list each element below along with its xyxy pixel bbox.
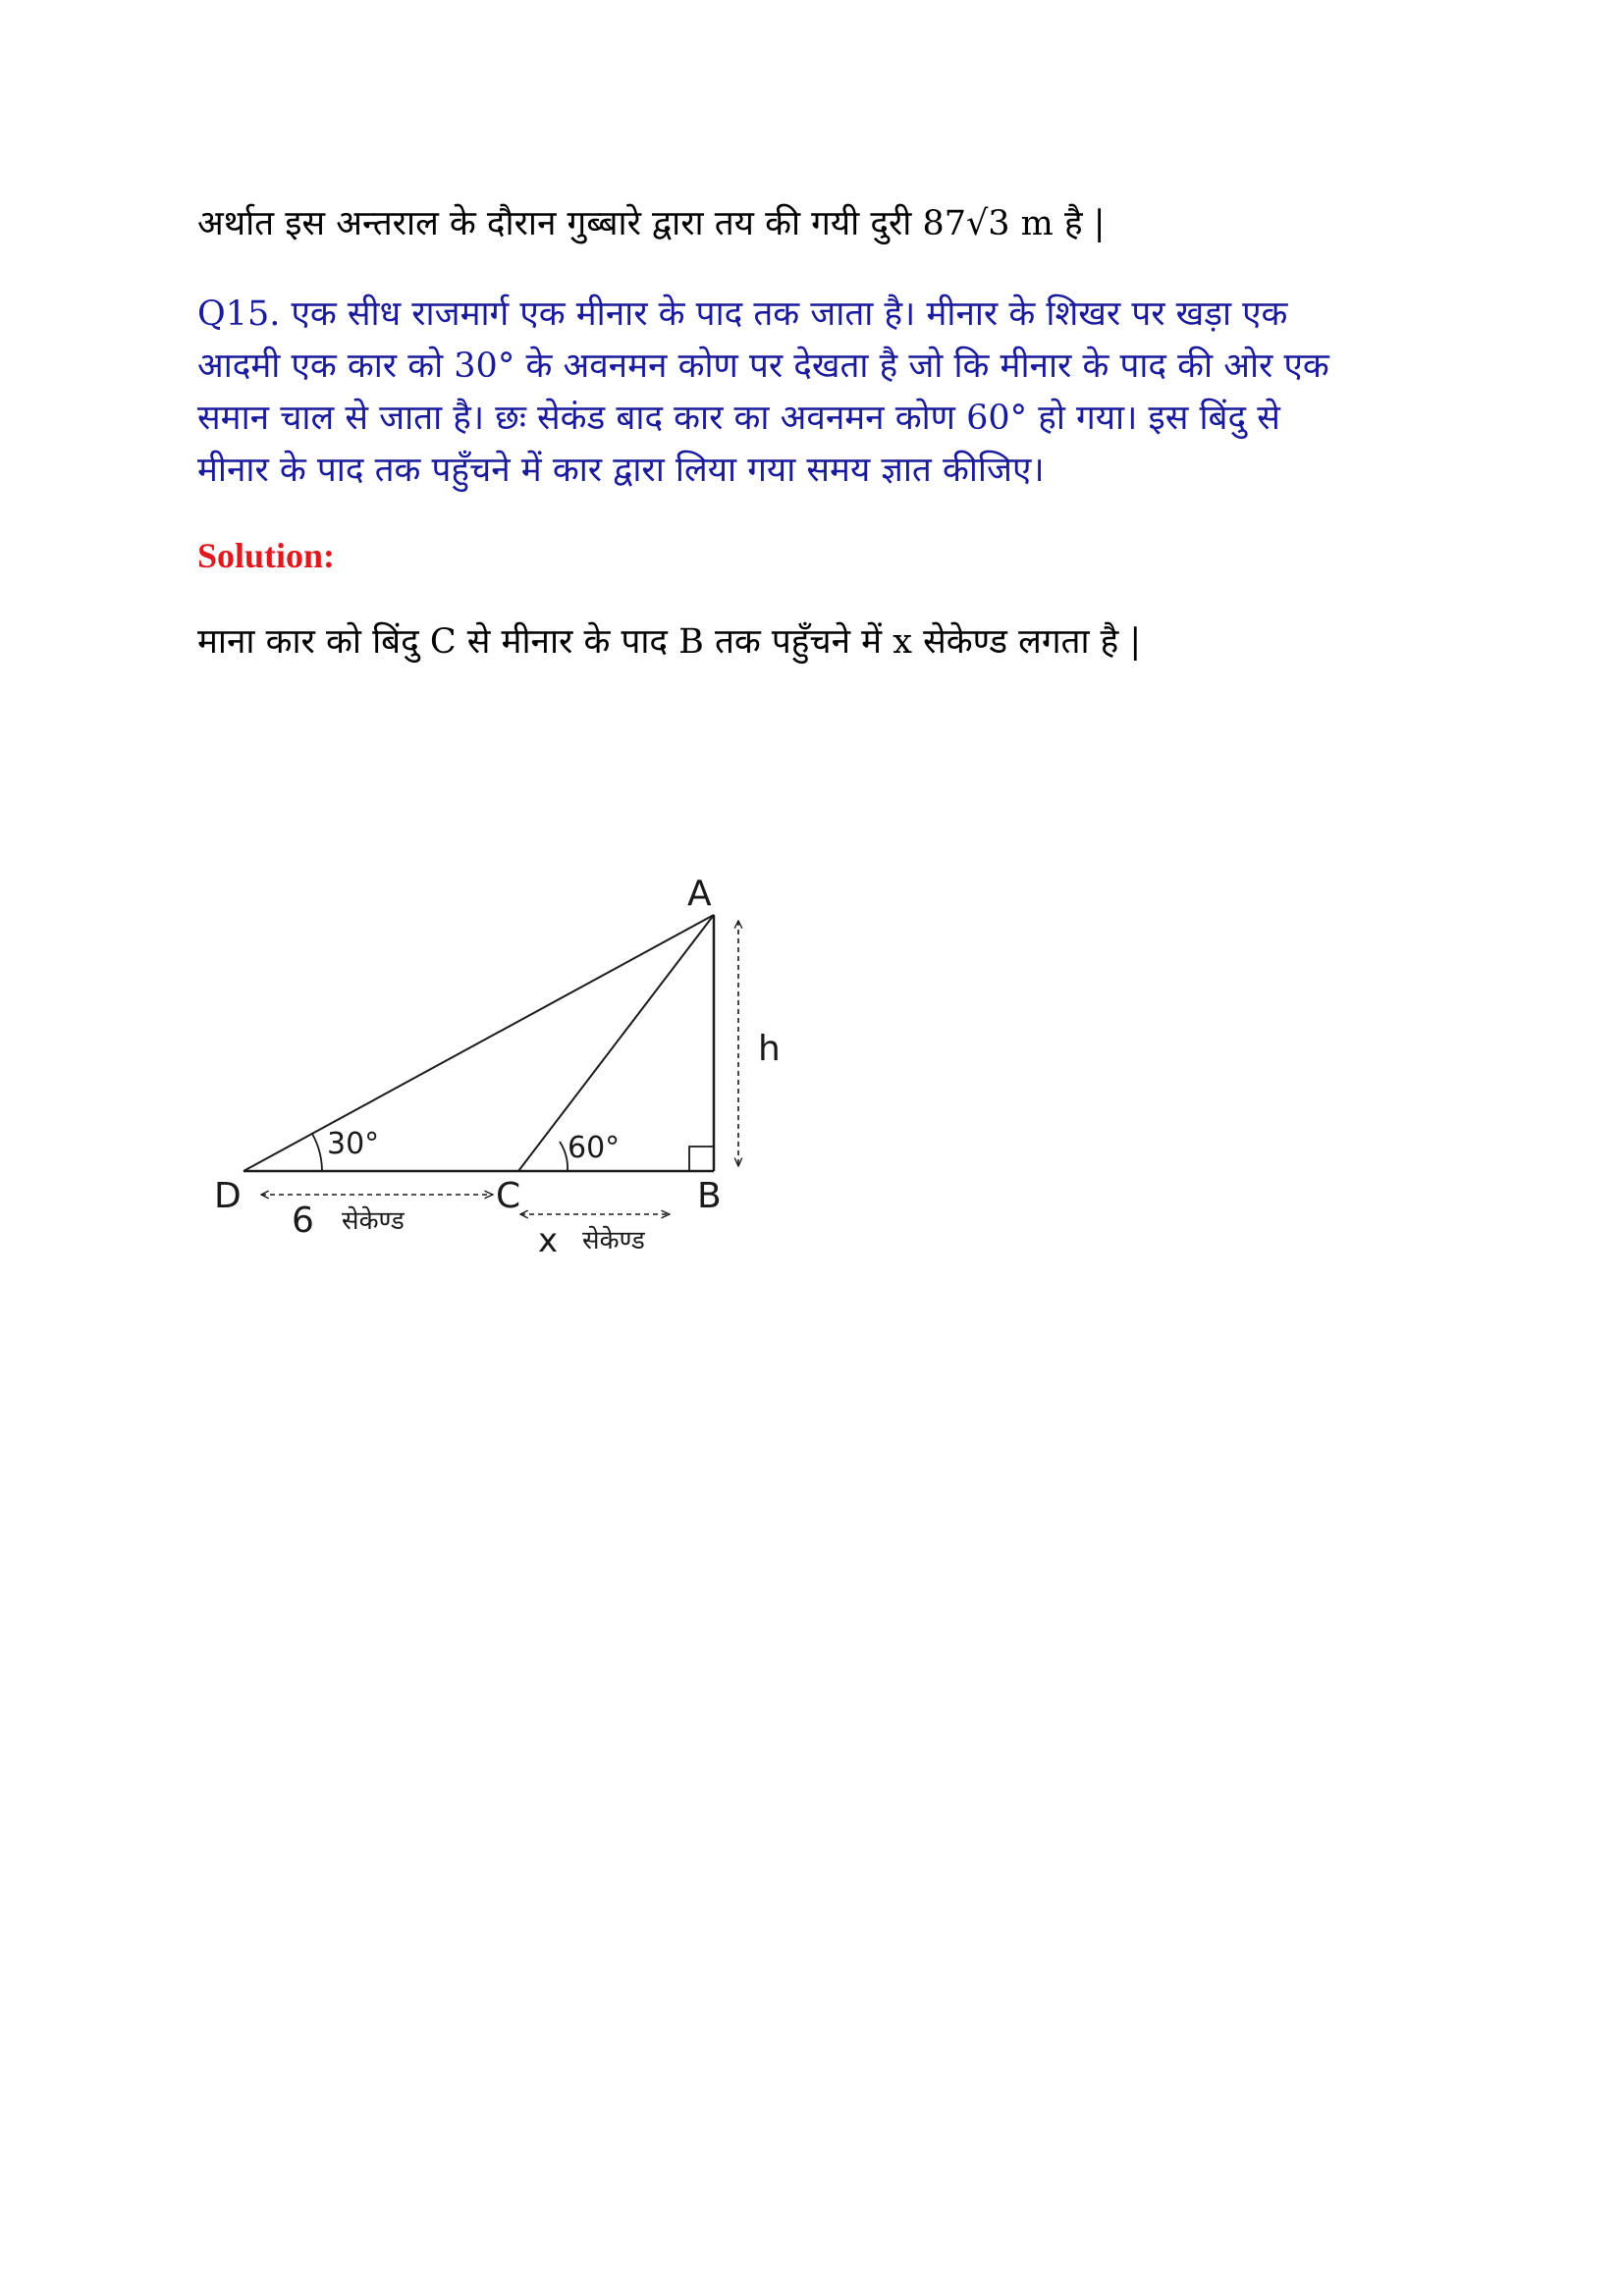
solution-assumption-line: माना कार को बिंदु C से मीनार के पाद B तक पहुँचने में x सेकेण्ड लगता है |	[197, 622, 1142, 662]
question-q15	[197, 289, 1444, 497]
triangle-figure	[196, 864, 825, 1276]
question-line-2: आदमी एक कार को 30° के अवनमन कोण पर देखता है जो कि मीनार के पाद की ओर एक	[197, 347, 1329, 386]
right-angle-marker	[689, 1147, 714, 1171]
angle-arc-d	[312, 1134, 322, 1171]
point-c-label: C	[496, 1176, 521, 1216]
height-label: h	[758, 1029, 781, 1069]
angle-c-label: 60°	[568, 1131, 621, 1165]
question-line-1: Q15. एक सीध राजमार्ग एक मीनार के पाद तक जाता है। मीनार के शिखर पर खड़ा एक	[197, 294, 1288, 334]
solution-heading: Solution:	[197, 536, 336, 575]
point-a-label: A	[687, 874, 712, 914]
dc-label-number: 6	[292, 1201, 314, 1241]
angle-d-label: 30°	[327, 1127, 380, 1161]
point-b-label: B	[697, 1176, 722, 1216]
cb-label-unit: सेकेण्ड	[582, 1226, 645, 1255]
cb-label-number: x	[538, 1221, 559, 1260]
line-da	[243, 915, 714, 1171]
previous-answer-line: अर्थात इस अन्तराल के दौरान गुब्बारे द्वारा तय की गयी दुरी 87√3 m है |	[197, 204, 1106, 243]
dc-label-unit: सेकेण्ड	[342, 1206, 405, 1236]
question-line-3: समान चाल से जाता है। छः सेकंड बाद कार का अवनमन कोण 60° हो गया। इस बिंदु से	[197, 399, 1280, 438]
angle-arc-c	[560, 1142, 568, 1171]
point-d-label: D	[214, 1176, 242, 1216]
question-line-4: मीनार के पाद तक पहुँचने में कार द्वारा लिया गया समय ज्ञात कीजिए।	[197, 451, 1045, 490]
